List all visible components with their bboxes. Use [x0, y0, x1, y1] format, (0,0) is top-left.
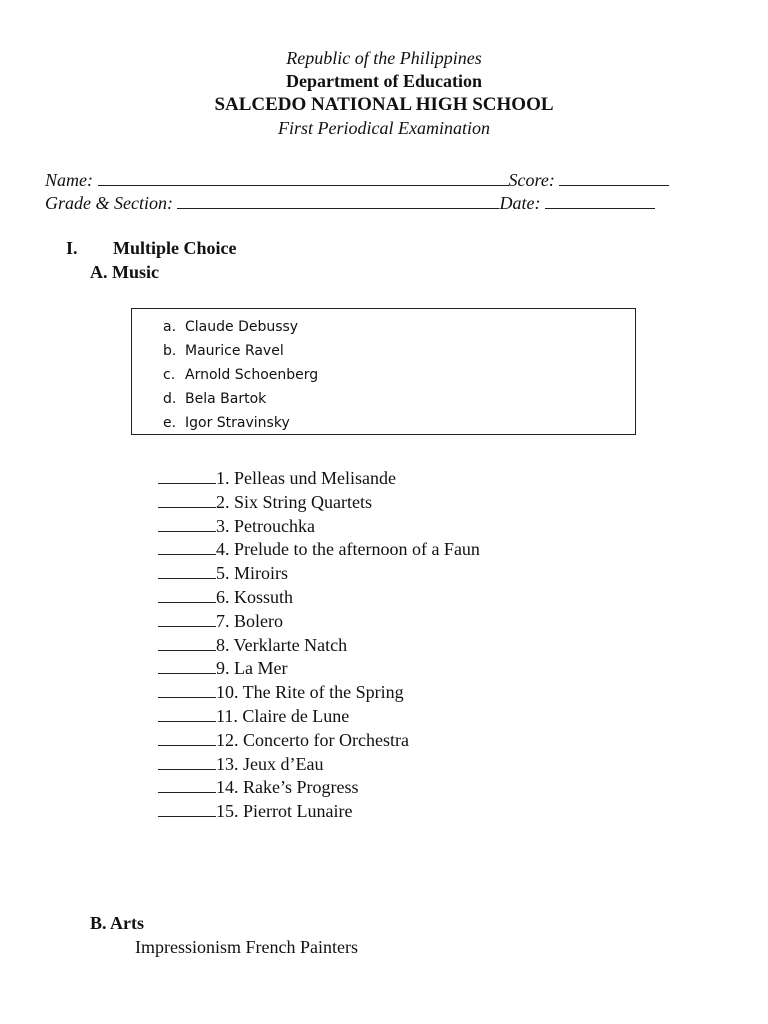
answer-blank	[158, 705, 216, 722]
date-blank	[545, 191, 655, 209]
republic-heading: Republic of the Philippines	[286, 48, 482, 68]
question-item: 1. Pelleas und Melisande	[158, 467, 480, 491]
grade-section-blank	[177, 191, 499, 209]
answer-blank	[158, 681, 216, 698]
school-heading: SALCEDO NATIONAL HIGH SCHOOL	[214, 94, 554, 115]
question-item: 15. Pierrot Lunaire	[158, 800, 480, 824]
question-item: 12. Concerto for Orchestra	[158, 729, 480, 753]
choice-item: a. Claude Debussy	[163, 319, 299, 335]
answer-blank	[158, 610, 216, 627]
answer-blank	[158, 515, 216, 532]
question-item: 3. Petrouchka	[158, 515, 480, 539]
department-heading: Department of Education	[286, 71, 482, 91]
score-blank	[559, 168, 669, 186]
answer-blank	[158, 586, 216, 603]
part-b-heading: B. Arts	[90, 913, 144, 933]
exam-title: First Periodical Examination	[278, 118, 490, 138]
choice-item: b. Maurice Ravel	[163, 343, 284, 359]
answer-blank	[158, 776, 216, 793]
question-item: 4. Prelude to the afternoon of a Faun	[158, 538, 480, 562]
name-blank	[98, 168, 509, 186]
question-item: 9. La Mer	[158, 657, 480, 681]
question-item: 8. Verklarte Natch	[158, 634, 480, 658]
answer-blank	[158, 634, 216, 651]
name-label: Name:	[45, 170, 93, 190]
date-label: Date:	[499, 193, 541, 213]
question-item: 2. Six String Quartets	[158, 491, 480, 515]
answer-blank	[158, 753, 216, 770]
score-label: Score:	[508, 170, 555, 190]
section-title: Multiple Choice	[113, 238, 237, 258]
answer-blank	[158, 538, 216, 555]
part-a-heading: A. Music	[90, 262, 159, 282]
grade-date-line	[45, 191, 655, 214]
question-item: 6. Kossuth	[158, 586, 480, 610]
choices-list	[132, 315, 318, 435]
question-list	[158, 467, 480, 824]
answer-blank	[158, 491, 216, 508]
choices-box	[131, 308, 636, 435]
choice-item: d. Bela Bartok	[163, 391, 267, 407]
choice-item: e. Igor Stravinsky	[163, 415, 290, 431]
question-item: 14. Rake’s Progress	[158, 776, 480, 800]
name-score-line	[45, 168, 669, 191]
section-number: I.	[66, 238, 78, 258]
answer-blank	[158, 657, 216, 674]
question-item: 10. The Rite of the Spring	[158, 681, 480, 705]
question-item: 13. Jeux d’Eau	[158, 753, 480, 777]
question-item: 5. Miroirs	[158, 562, 480, 586]
answer-blank	[158, 562, 216, 579]
part-b-subtitle: Impressionism French Painters	[135, 937, 358, 957]
question-item: 7. Bolero	[158, 610, 480, 634]
answer-blank	[158, 729, 216, 746]
grade-section-label: Grade & Section:	[45, 193, 173, 213]
choice-item: c. Arnold Schoenberg	[163, 367, 319, 383]
answer-blank	[158, 467, 216, 484]
question-item: 11. Claire de Lune	[158, 705, 480, 729]
answer-blank	[158, 800, 216, 817]
